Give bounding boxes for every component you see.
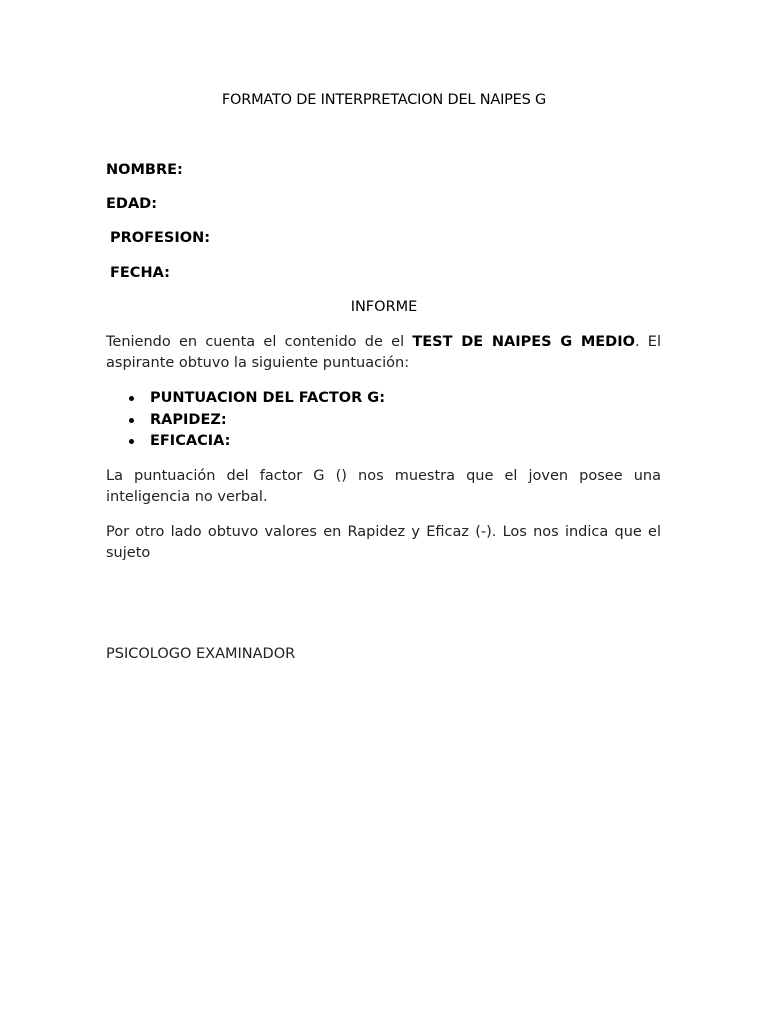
rapidez-paragraph: Por otro lado obtuvo valores en Rapidez y Eficaz (-). Los nos indica que el sujeto [106,524,661,561]
field-edad: EDAD: [106,196,157,212]
bullet-icon [129,439,134,444]
factor-g-paragraph: La puntuación del factor G () nos muestra que el joven posee una inteligencia no verbal. [106,468,661,505]
score-label-rapidez: RAPIDEZ: [150,411,227,428]
intro-text-before: Teniendo en cuenta el contenido de el [106,334,413,350]
document-title: FORMATO DE INTERPRETACION DEL NAIPES G [221,92,547,108]
intro-paragraph [106,332,661,374]
field-fecha: FECHA: [110,265,170,281]
signature-label: PSICOLOGO EXAMINADOR [106,646,296,662]
bullet-icon [129,418,134,423]
score-item-rapidez [106,410,385,432]
intro-text-after: . El aspirante obtuvo la siguiente puntuación: [106,334,661,371]
score-label-eficacia: EFICACIA: [150,433,231,449]
bullet-icon [129,396,134,401]
score-item-factor-g [106,388,385,410]
score-list [106,388,385,453]
field-nombre: NOMBRE: [106,162,183,178]
section-title-informe: INFORME [350,299,418,315]
intro-test-name: TEST DE NAIPES G MEDIO [412,334,635,350]
field-profesion: PROFESION: [110,230,211,246]
score-item-eficacia [106,431,385,453]
score-label-factor-g: PUNTUACION DEL FACTOR G: [150,390,385,406]
